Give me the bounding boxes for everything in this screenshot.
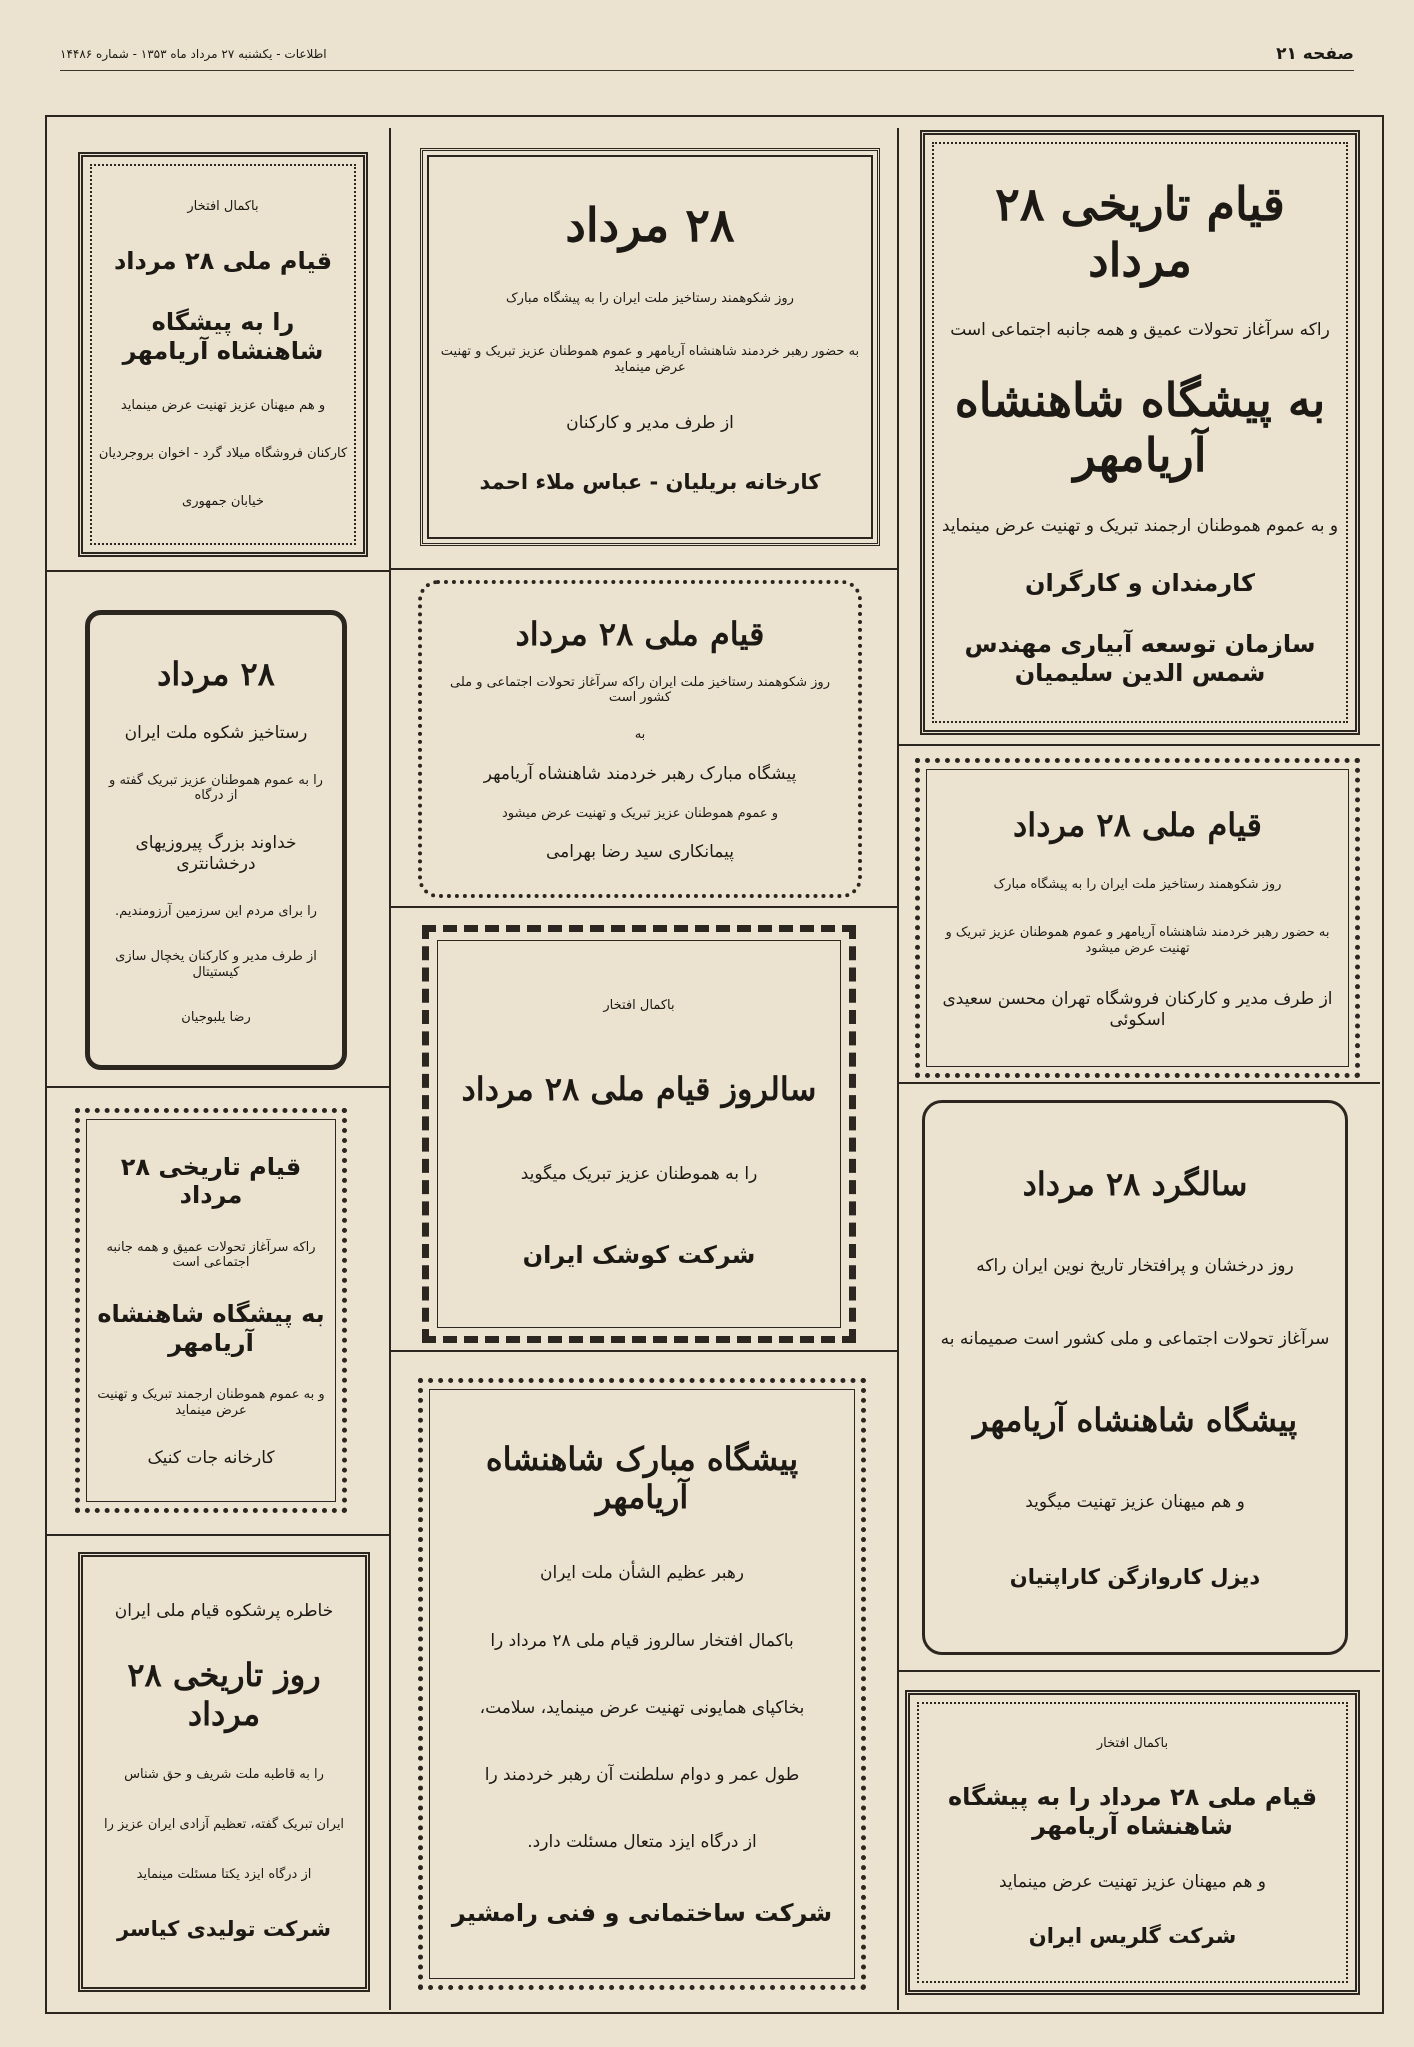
ad-title: قیام تاریخی ۲۸ مرداد: [995, 177, 1285, 287]
ad-mordad-28-brilian: [420, 148, 880, 546]
ad-address: خیابان جمهوری: [182, 494, 264, 510]
ad-opening: باکمال افتخار: [1096, 1736, 1169, 1752]
ad-text: و به عموم هموطنان ارجمند تبریک و تهنیت عرض مینماید: [941, 515, 1339, 536]
row-divider: [898, 1670, 1380, 1672]
ad-signature: سازمان توسعه آبیاری مهندس شمس الدین سلیمیان: [964, 629, 1316, 687]
ad-signature: رضا یلبوجیان: [181, 1009, 251, 1025]
ad-opening: باکمال افتخار: [603, 998, 675, 1014]
row-divider: [46, 570, 389, 572]
ad-text: خداوند بزرگ پیروزیهای درخشانتری: [135, 833, 297, 874]
row-divider: [390, 568, 897, 570]
ad-text: طول عمر و دوام سلطنت آن رهبر خردمند را: [484, 1764, 800, 1785]
ad-text: از درگاه ایزد متعال مسئلت دارد.: [527, 1832, 757, 1853]
page-header: [60, 44, 1354, 71]
ad-opening: خاطره پرشکوه قیام ملی ایران: [114, 1601, 334, 1622]
ad-signature: شرکت ساختمانی و فنی رامشیر: [451, 1899, 833, 1928]
ad-text: روز شکوهمند رستاخیز ملت ایران را به پیشگاه مبارک: [993, 876, 1282, 892]
ad-title: قیام ملی ۲۸ مرداد را به پیشگاه شاهنشاه آریامهر: [947, 1783, 1318, 1840]
ad-text: را به قاطبه ملت شریف و حق شناس: [124, 1767, 324, 1783]
row-divider: [46, 1086, 389, 1088]
ad-headline: پیشگاه شاهنشاه آریامهر: [972, 1401, 1298, 1440]
ad-title: سالگرد ۲۸ مرداد: [1022, 1165, 1248, 1204]
ad-subheading: از طرف مدیر و کارکنان یخچال سازی کیستیتال: [115, 949, 317, 980]
ad-historic-uprising-factory: [75, 1108, 347, 1513]
ad-text: سرآغاز تحولات اجتماعی و ملی کشور است صمیمانه به: [940, 1328, 1330, 1349]
ad-signature: شرکت کوشک ایران: [522, 1241, 756, 1269]
ad-mordad-28-kistital: [85, 610, 347, 1070]
ad-subheading: از طرف مدیر و کارکنان: [566, 412, 734, 433]
ad-signature: شرکت گلریس ایران: [1028, 1923, 1237, 1948]
ad-national-uprising-store: [915, 758, 1360, 1078]
ad-title: ۲۸ مرداد: [157, 654, 275, 693]
ad-headline: را به پیشگاه شاهنشاه آریامهر: [122, 308, 324, 366]
ad-title: سالروز قیام ملی ۲۸ مرداد: [461, 1069, 817, 1108]
ad-signature: کارخانه جات کنیک: [147, 1448, 275, 1469]
ad-headline: پیشگاه مبارک رهبر خردمند شاهنشاه آریامهر: [483, 763, 797, 784]
ad-anniversary-kooshk: [422, 925, 856, 1343]
row-divider: [898, 744, 1380, 746]
ad-national-uprising-milad: [78, 152, 368, 557]
ad-signature: دیزل کاروازگن کاراپتیان: [1009, 1564, 1261, 1589]
page-number: صفحه ۲۱: [1276, 44, 1354, 64]
ad-historic-day-kiasar: [78, 1552, 370, 1992]
ad-text: و عموم هموطنان عزیز تبریک و تهنیت عرض میشود: [501, 805, 779, 821]
ad-opening: باکمال افتخار: [187, 199, 259, 215]
ad-text: راکه سرآغاز تحولات عمیق و همه جانبه اجتماعی است: [106, 1239, 316, 1271]
ad-anniversary-diesel: [922, 1100, 1348, 1655]
ad-national-uprising-golris: [905, 1690, 1360, 1995]
ad-text: را به عموم هموطنان عزیز تبریک گفته و از درگاه: [109, 772, 323, 804]
column-divider-left: [389, 128, 391, 2010]
ad-text: روز درخشان و پرافتخار تاریخ نوین ایران راکه: [976, 1255, 1294, 1276]
ad-text: و هم میهنان عزیز تهنیت عرض مینماید: [998, 1871, 1267, 1892]
ad-text: بخاکپای همایونی تهنیت عرض مینماید، سلامت،: [479, 1697, 805, 1718]
ad-text: راکه سرآغاز تحولات عمیق و همه جانبه اجتماعی است: [950, 320, 1330, 341]
ad-title: روز تاریخی ۲۸ مرداد: [127, 1656, 321, 1733]
ad-subtitle: رهبر عظیم الشأن ملت ایران: [539, 1563, 745, 1584]
ad-signature: از طرف مدیر و کارکنان فروشگاه تهران محسن سعیدی اسکوئی: [942, 989, 1333, 1030]
ad-text: به: [634, 727, 646, 743]
ad-subtitle: رستاخیز شکوه ملت ایران: [124, 722, 308, 743]
ad-text: ایران تبریک گفته، تعظیم آزادی ایران عزیز را: [103, 1817, 345, 1833]
ad-text: را به هموطنان عزیز تبریک میگوید: [520, 1164, 758, 1185]
ad-text: روز شکوهمند رستاخیز ملت ایران را به پیشگاه مبارک: [506, 291, 794, 306]
ad-subheading: کارمندان و کارگران: [1024, 568, 1256, 597]
ad-title: قیام ملی ۲۸ مرداد: [1013, 805, 1262, 844]
ad-national-uprising-bahrami: [418, 580, 862, 898]
ad-title: قیام ملی ۲۸ مرداد: [515, 615, 765, 654]
ad-royal-presence-ramshir: [418, 1378, 866, 1990]
ad-headline: به پیشگاه شاهنشاه آریامهر: [954, 373, 1326, 483]
ad-signature: شرکت تولیدی کیاسر: [116, 1917, 332, 1942]
ad-text: به حضور رهبر خردمند شاهنشاه آریامهر و عموم هموطنان عزیز تبریک و تهنیت عرض مینماید: [440, 344, 860, 375]
row-divider: [898, 1082, 1380, 1084]
ad-title: قیام ملی ۲۸ مرداد: [113, 247, 333, 276]
ad-title: ۲۸ مرداد: [565, 198, 735, 253]
ad-text: باکمال افتخار سالروز قیام ملی ۲۸ مرداد را: [490, 1630, 794, 1651]
row-divider: [390, 906, 897, 908]
ad-title: پیشگاه مبارک شاهنشاه آریامهر: [485, 1439, 799, 1517]
ad-text: و به عموم هموطنان ارجمند تبریک و تهنیت عرض مینماید: [97, 1387, 325, 1418]
ad-historic-uprising-irrigation: [920, 130, 1360, 735]
ad-text: و هم میهنان عزیز تهنیت عرض مینماید: [120, 398, 326, 414]
ad-title: قیام تاریخی ۲۸ مرداد: [120, 1152, 302, 1210]
ad-headline: به پیشگاه شاهنشاه آریامهر: [97, 1300, 325, 1358]
ad-text: را برای مردم این سرزمین آرزومندیم.: [115, 903, 317, 919]
ad-signature: کارخانه بریلیان - عباس ملاء احمد: [479, 470, 821, 495]
ad-signature: پیمانکاری سید رضا بهرامی: [546, 842, 734, 863]
ad-signature: کارکنان فروشگاه میلاد گرد - اخوان بروجردیان: [98, 446, 348, 462]
column-divider-right: [897, 128, 899, 2010]
row-divider: [46, 1534, 389, 1536]
row-divider: [390, 1350, 897, 1352]
ad-text: و هم میهنان عزیز تهنیت میگوید: [1025, 1491, 1245, 1512]
ad-text: روز شکوهمند رستاخیز ملت ایران راکه سرآغاز تحولات اجتماعی و ملی کشور است: [449, 674, 830, 706]
ad-text: به حضور رهبر خردمند شاهنشاه آریامهر و عموم هموطنان عزیز تبریک و تهنیت عرض میشود: [945, 925, 1330, 956]
ad-text: از درگاه ایزد یکتا مسئلت مینماید: [136, 1867, 312, 1883]
issue-info: اطلاعات - یکشنبه ۲۷ مرداد ماه ۱۳۵۳ - شماره ۱۴۴۸۶: [60, 47, 327, 61]
